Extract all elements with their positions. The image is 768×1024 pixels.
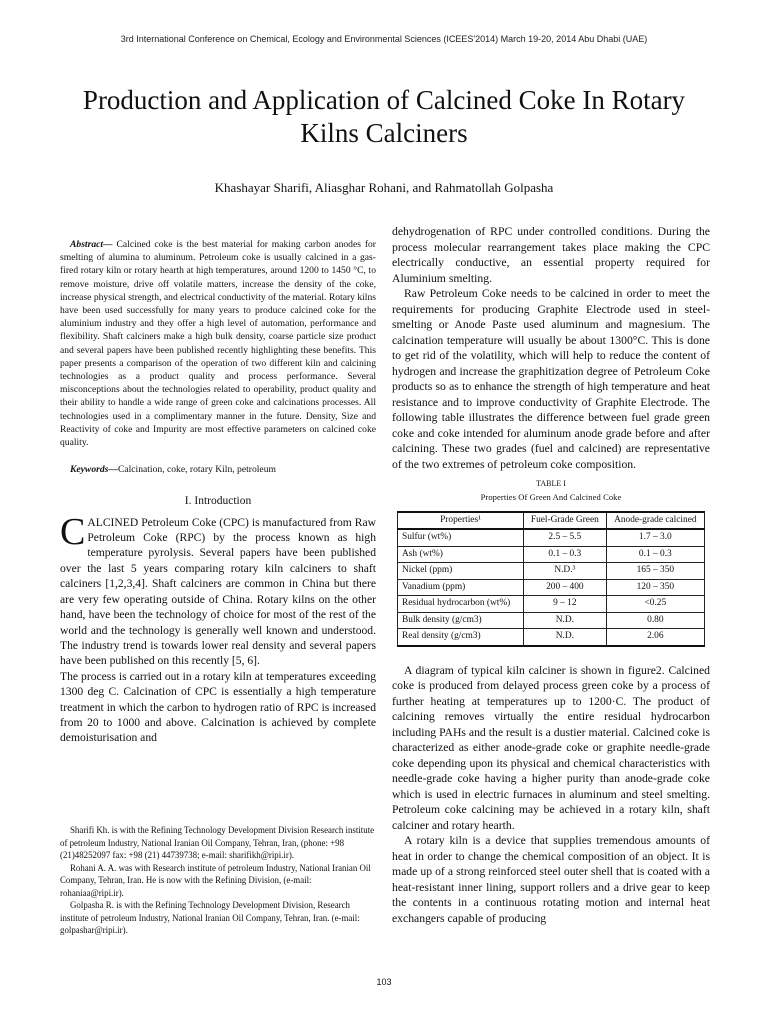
table-cell: Nickel (ppm) xyxy=(398,563,524,580)
table-cell: 0.80 xyxy=(606,612,704,629)
right-column xyxy=(392,224,710,926)
body-paragraph: Raw Petroleum Coke needs to be calcined in order to meet the requirements for producing Graphite Electrode used in steel-smelting or Anode Paste used aluminum and magnesium. The calcination temperature will usually be about 1300°C. This is done to get rid of the volatility, which will help to reduce the content of hydrogen and increase the graphitization degree of Petroleum Coke products so as to enhance the strength of high temperature and heat resistance and to improve conductivity of Graphite Electrode. The following table illustrates the difference between fuel grade green coke and coke intended for aluminum anode grade before and after calcining. These two grades (fuel and calcined) are representative of the two extremes of petroleum coke composition. xyxy=(392,287,710,471)
table-cell: 0.1 – 0.3 xyxy=(524,546,607,563)
table-title: Properties Of Green And Calcined Coke xyxy=(480,492,622,502)
table-cell: Residual hydrocarbon (wt%) xyxy=(398,596,524,613)
table-cell: N.D. xyxy=(524,629,607,646)
paper-title: Production and Application of Calcined Coke In Rotary Kilns Calciners xyxy=(82,85,686,148)
abstract xyxy=(60,238,376,449)
author-footnotes xyxy=(60,824,376,937)
table-cell: 1.7 – 3.0 xyxy=(606,529,704,546)
table-row xyxy=(398,546,705,563)
table-cell: Bulk density (g/cm3) xyxy=(398,612,524,629)
abstract-text: Calcined coke is the best material for making carbon anodes for smelting of alumina to aluminum. Petroleum coke is usually calcined in a gas-fired rotary kiln or rotary hearth at high temperatures, around 1200 to 1450 °C, to remove moisture, drive off volatile matters, increase the density of the coke, increase physical strength, and electrical conductivity of the material. Rotary kilns have been used successfully for many years to produce calcined coke for the aluminium industry and they offer a high level of automation, performance and flexibility. Shaft calciners make a high bulk density, coarse particle size product and several papers have been published recently highlighting these benefits. This paper presents a comparison of the operation of two different kiln and calcining technologies as a product quality and process performance. Several misconceptions about the technologies related to operability, product quality and their ability to handle a wide range of green coke and calcinations processes. All technologies used in a complimentary manner in the future. Density, Size and Reactivity of coke and Impurity are most effective parameters on calcined coke quality. xyxy=(60,239,376,449)
abstract-label: Abstract— xyxy=(70,239,113,250)
properties-table xyxy=(397,511,705,647)
footnote: Golpasha R. is with the Refining Technology Development Division, Research institute of petroleum Industry, National Iranian Oil Company, Tehran, Iran. (e-mail: golpashar@ripi.ir). xyxy=(60,900,360,935)
footnote: Rohani A. A. was with Research institute of petroleum Industry, National Iranian Oil Company, Tehran, Iran. He is now with the Refining Division, (e-mail: rohaniaa@ripi.ir). xyxy=(60,862,371,898)
keywords-label: Keywords— xyxy=(70,464,118,476)
table-cell: 2.06 xyxy=(606,629,704,646)
page-number: 103 xyxy=(376,977,392,987)
table-cell: Vanadium (ppm) xyxy=(398,579,524,596)
body-paragraph: A rotary kiln is a device that supplies tremendous amounts of heat in order to change the chemical composition of an object. It is made up of a strong reinforced steel outer shell that is coated with a heat-resistant inner lining, support rollers and a drive gear to keep the contents in a continuous rotating motion and internal heat exchangers capable of producing xyxy=(392,834,710,925)
table-cell: N.D. xyxy=(524,612,607,629)
table-cell: 2.5 – 5.5 xyxy=(524,529,607,546)
author-list: Khashayar Sharifi, Aliasghar Rohani, and Rahmatollah Golpasha xyxy=(214,180,554,195)
table-cell: Sulfur (wt%) xyxy=(398,529,524,546)
intro-paragraph-2: The process is carried out in a rotary kiln at temperatures exceeding 1300 deg C. Calcination of CPC is essentially a high temperature treatment in which the carbon to hydrogen ratio of RPC is increased from 20 to 1000 and above. Calcination is achieved by complete demoisturisation and xyxy=(60,669,376,745)
table-cell: 200 – 400 xyxy=(524,579,607,596)
table-cell: 120 – 350 xyxy=(606,579,704,596)
table-header: Fuel-Grade Green xyxy=(524,512,607,530)
table-caption: TABLE I xyxy=(536,479,566,488)
table-cell: Ash (wt%) xyxy=(398,546,524,563)
table-cell: 9 – 12 xyxy=(524,596,607,613)
footnote: Sharifi Kh. is with the Refining Technology Development Division Research institute of petroleum Industry, National Iranian Oil Company, Tehran, Iran, (phone: +98 (21)48252097 fax: +98 (21) 44739738; e-mail: sharifikh@ripi.ir). xyxy=(60,825,375,860)
table-row xyxy=(398,612,705,629)
table-header: Anode-grade calcined xyxy=(606,512,704,530)
drop-cap: C xyxy=(60,510,86,553)
table-header: Properties¹ xyxy=(398,512,524,530)
intro-paragraph-1: ALCINED Petroleum Coke (CPC) is manufactured from Raw Petroleum Coke (RPC) by the process known as high temperature pyrolysis. Several papers have been published over the last 5 years comparing rotary kiln calciners to shaft calciners [1,2,3,4]. Shaft calciners are common in China but there are very few operating outside of China. Rotary kilns on the other hand, have been the technology of choice for most of the rest of the world and the technology is generally well known and understood. The industry trend is towards lower real density and several papers have been published on this recently [5, 6]. xyxy=(60,515,376,668)
table-row xyxy=(398,629,705,646)
keywords xyxy=(60,463,376,477)
table-cell: 165 – 350 xyxy=(606,563,704,580)
table-cell: 0.1 – 0.3 xyxy=(606,546,704,563)
left-column xyxy=(60,238,376,746)
table-row xyxy=(398,596,705,613)
keywords-text: Calcination, coke, rotary Kiln, petroleum xyxy=(117,464,276,476)
body-paragraph: dehydrogenation of RPC under controlled conditions. During the process molecular rearrangement takes place making the CPC electrically conductive, an essential property required for Aluminium smelting. xyxy=(392,225,710,285)
table-cell: N.D.³ xyxy=(524,563,607,580)
table-row xyxy=(398,563,705,580)
section-heading-introduction: I. Introduction xyxy=(184,494,252,507)
body-paragraph: A diagram of typical kiln calciner is shown in figure2. Calcined coke is produced from delayed process green coke by a process of further heating at temperatures up to 1200·C. The product of calcining removes virtually the entire residual hydrocarbon including PAHs and the result is a dustier material. Calcined coke is characterized as either anode-grade coke or graphite needle-grade coke depending upon its physical and chemical characteristics with needle-grade coke having a higher purity than anode-grade coke which is used in electric furnaces in aluminum and steel smelting. Petroleum coke calcining may be achieved in a rotary kiln, shaft calciner and rotary hearth. xyxy=(392,663,710,832)
introduction-body xyxy=(60,510,376,746)
table-row xyxy=(398,529,705,546)
conference-header: 3rd International Conference on Chemical, Ecology and Environmental Sciences (ICEES'2014) March 19-20, 2014 Abu Dhabi (UAE) xyxy=(120,34,648,44)
table-cell: Real density (g/cm3) xyxy=(398,629,524,646)
table-cell: <0.25 xyxy=(606,596,704,613)
table-row xyxy=(398,579,705,596)
